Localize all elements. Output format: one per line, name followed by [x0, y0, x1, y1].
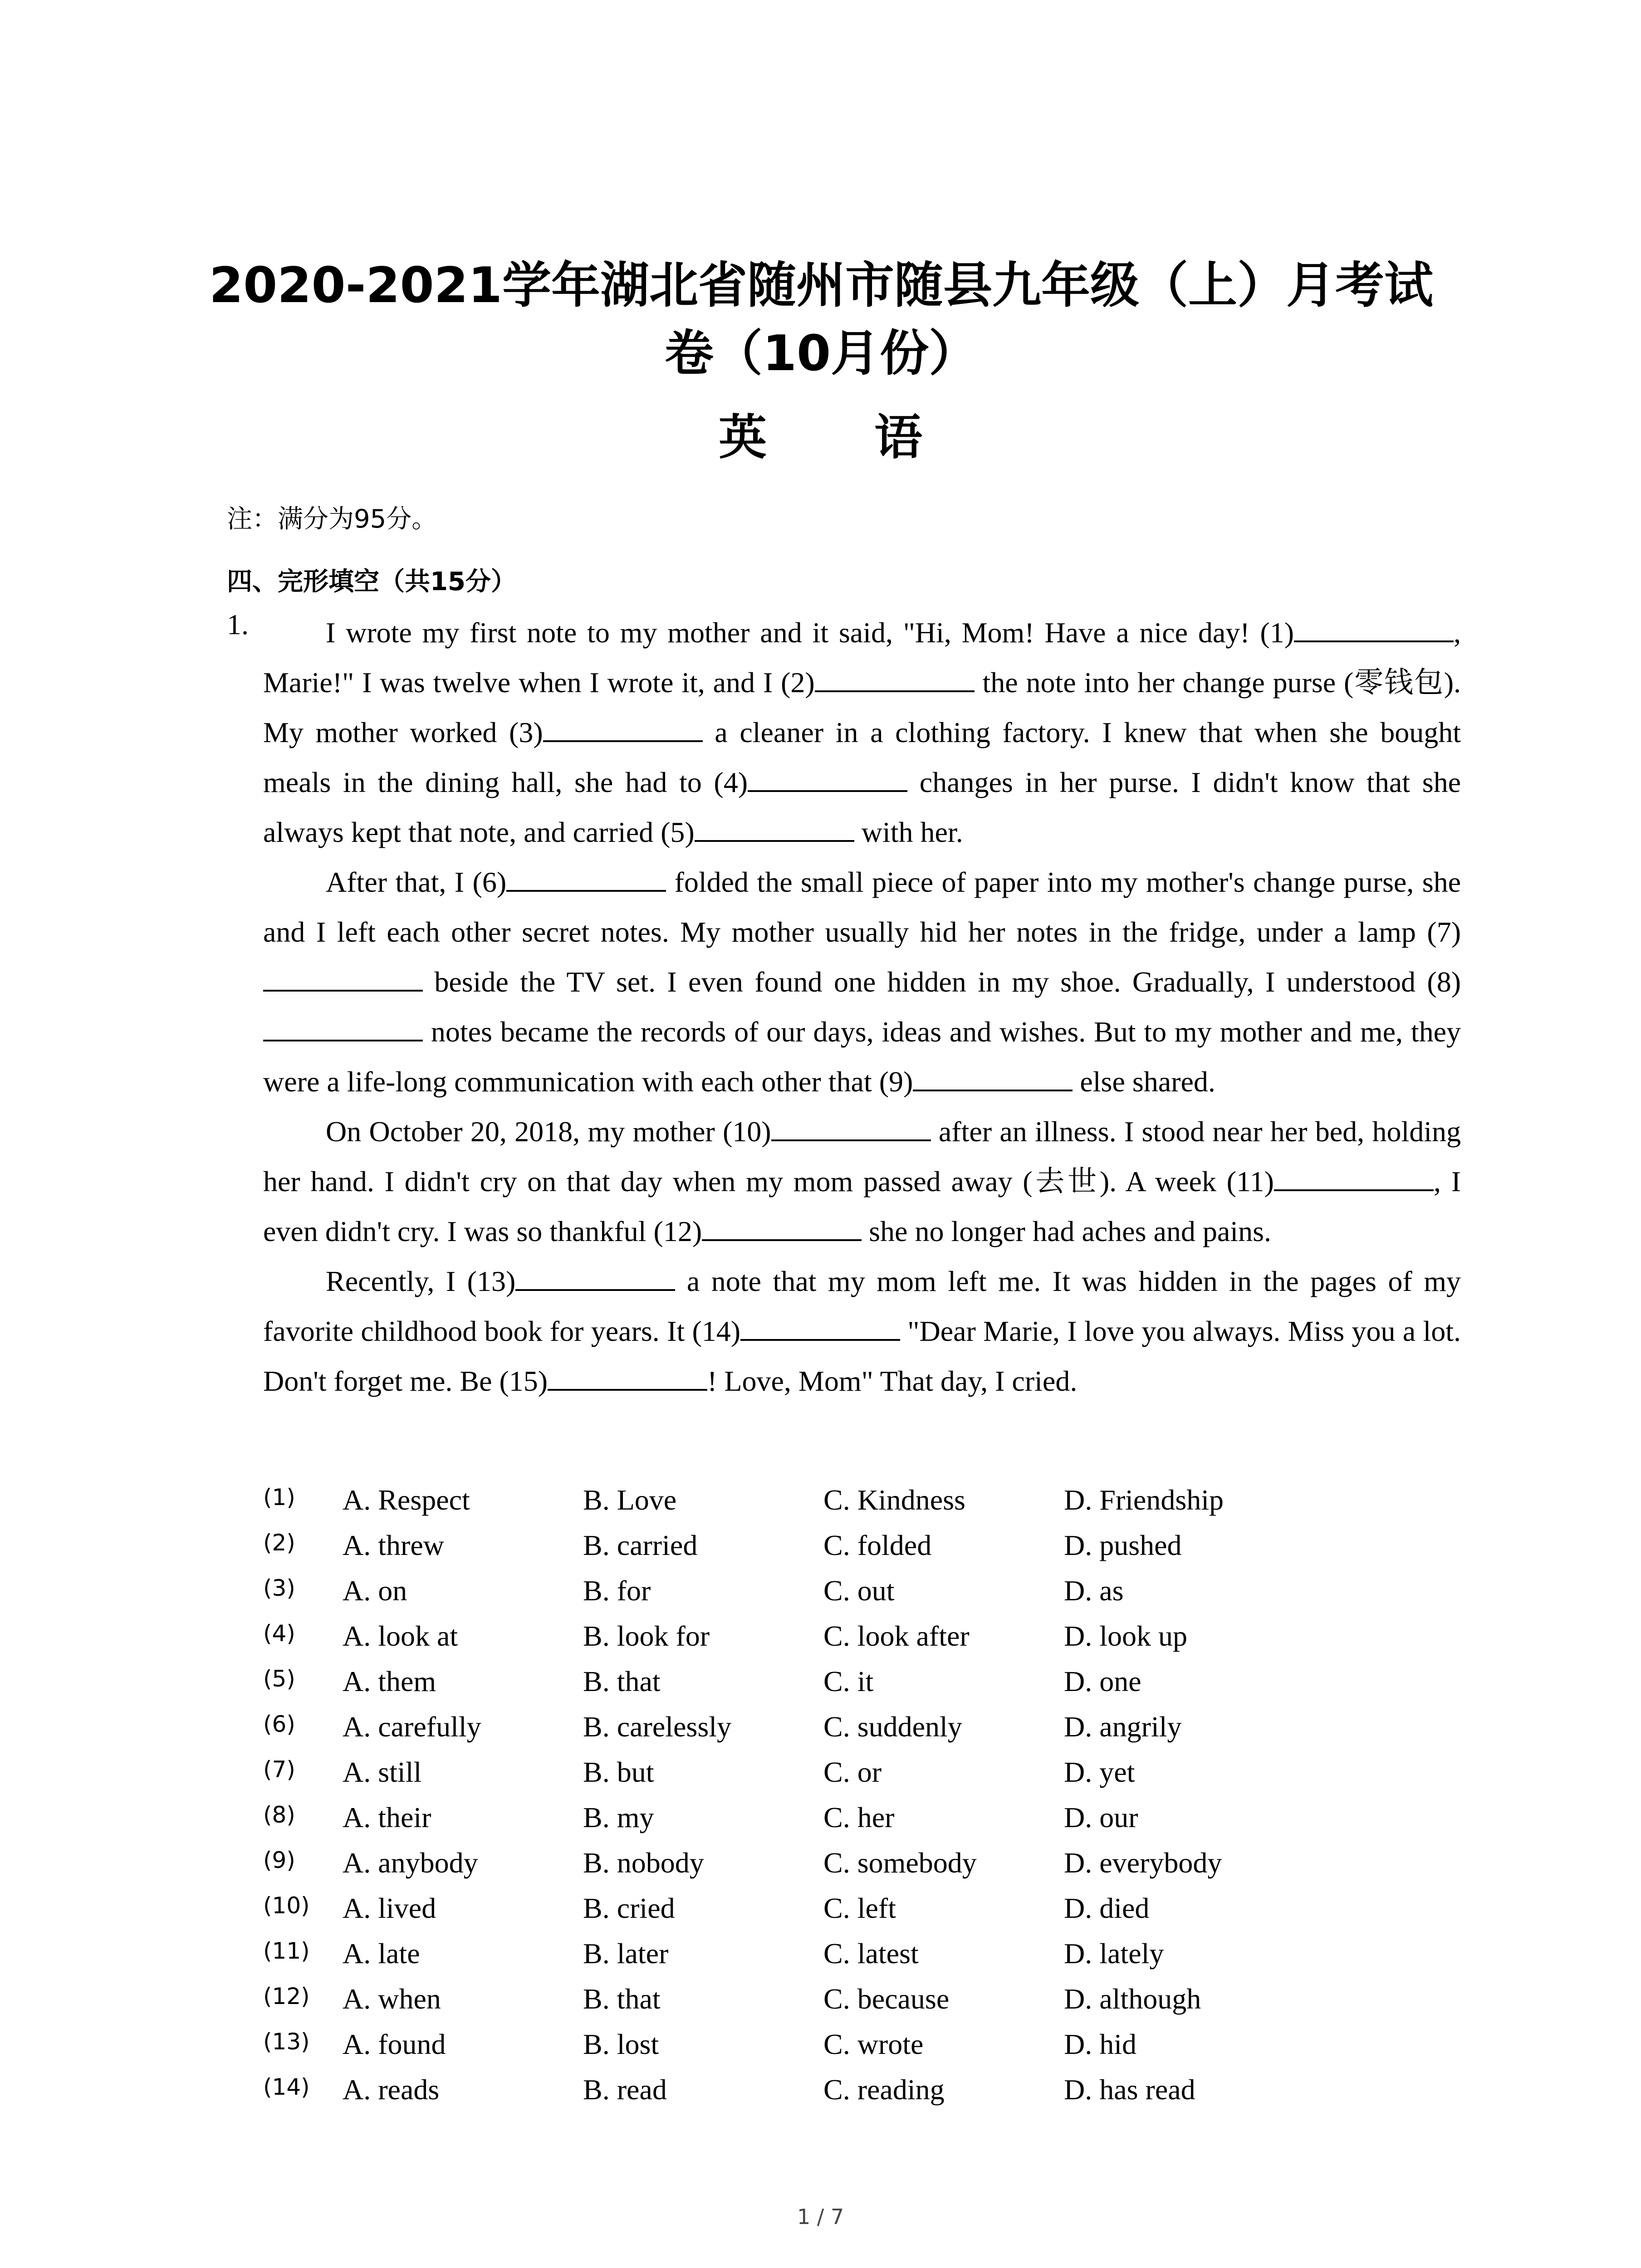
- option-b: B. for: [583, 1574, 651, 1607]
- blank-14: [740, 1314, 900, 1341]
- option-number: (11): [263, 1938, 310, 1964]
- option-a: A. lived: [343, 1892, 436, 1924]
- option-c: C. suddenly: [823, 1711, 962, 1743]
- option-number: (1): [263, 1484, 295, 1510]
- cloze-passage: [263, 608, 1461, 1406]
- score-note: 注：满分为95分。: [227, 504, 437, 534]
- option-number: (6): [263, 1711, 295, 1737]
- passage-text: changes in her purse. I didn't know that she always kept that note, and carried (5): [263, 766, 1461, 848]
- option-a: A. when: [343, 1983, 441, 2015]
- option-row: [263, 1755, 1461, 1801]
- passage-text: "Dear Marie, I love you always. Miss you a lot. Don't forget me. Be (15): [263, 1315, 1461, 1397]
- option-c: C. out: [823, 1574, 895, 1607]
- option-d: D. although: [1064, 1983, 1201, 2015]
- page-title: [191, 252, 1452, 388]
- option-d: D. look up: [1064, 1620, 1187, 1652]
- option-row: [263, 2028, 1461, 2073]
- option-a: A. carefully: [343, 1711, 481, 1743]
- option-b: B. but: [583, 1756, 654, 1788]
- passage-text: , Marie!" I was twelve when I wrote it, and I (2): [263, 616, 1461, 699]
- option-number: (8): [263, 1802, 295, 1828]
- option-b: B. carelessly: [583, 1711, 731, 1743]
- question-number: 1.: [227, 608, 249, 640]
- option-a: A. reads: [343, 2073, 440, 2106]
- option-c: C. wrote: [823, 2028, 924, 2060]
- option-row: [263, 1483, 1461, 1529]
- option-b: B. that: [583, 1665, 661, 1697]
- option-a: A. found: [343, 2028, 446, 2060]
- option-b: B. read: [583, 2073, 667, 2106]
- blank-7: [263, 964, 423, 992]
- blank-10: [771, 1114, 931, 1141]
- option-a: A. late: [343, 1937, 420, 1970]
- option-d: D. died: [1064, 1892, 1150, 1924]
- option-row: [263, 1529, 1461, 1574]
- option-row: [263, 1892, 1461, 1937]
- subject-heading: 英 语: [719, 410, 968, 465]
- option-a: A. Respect: [343, 1484, 470, 1516]
- option-number: (5): [263, 1666, 295, 1692]
- option-d: D. lately: [1064, 1937, 1164, 1970]
- blank-5: [695, 815, 854, 842]
- option-c: C. reading: [823, 2073, 945, 2106]
- option-row: [263, 1846, 1461, 1892]
- option-number: (4): [263, 1620, 295, 1647]
- option-a: A. them: [343, 1665, 436, 1697]
- option-c: C. because: [823, 1983, 950, 2015]
- option-number: (7): [263, 1756, 295, 1783]
- passage-text: after an illness. I stood near her bed, holding her hand. I didn't cry on that day when my mom passed away (去世). A week (11): [263, 1115, 1461, 1198]
- option-b: B. cried: [583, 1892, 675, 1924]
- passage-paragraph-4: [263, 1256, 1461, 1406]
- option-number: (14): [263, 2074, 310, 2100]
- option-c: C. somebody: [823, 1847, 977, 1879]
- option-number: (9): [263, 1847, 295, 1873]
- option-d: D. angrily: [1064, 1711, 1182, 1743]
- option-c: C. or: [823, 1756, 882, 1788]
- option-a: A. look at: [343, 1620, 458, 1652]
- option-number: (12): [263, 1983, 310, 2009]
- blank-6: [506, 865, 666, 892]
- option-a: A. on: [343, 1574, 407, 1607]
- option-d: D. everybody: [1064, 1847, 1222, 1879]
- option-c: C. latest: [823, 1937, 919, 1970]
- blank-2: [815, 665, 975, 692]
- option-row: [263, 2073, 1461, 2118]
- page-number: 1 / 7: [797, 2204, 844, 2229]
- passage-text: beside the TV set. I even found one hidden in my shoe. Gradually, I understood (8): [423, 966, 1461, 998]
- option-d: D. yet: [1064, 1756, 1135, 1788]
- option-d: D. hid: [1064, 2028, 1136, 2060]
- option-row: [263, 1710, 1461, 1755]
- blank-9: [913, 1064, 1073, 1091]
- option-b: B. nobody: [583, 1847, 704, 1879]
- section-heading: 四、完形填空（共15分）: [227, 567, 516, 596]
- option-c: C. Kindness: [823, 1484, 965, 1516]
- blank-8: [263, 1014, 423, 1041]
- passage-paragraph-3: [263, 1107, 1461, 1256]
- option-b: B. look for: [583, 1620, 710, 1652]
- option-a: A. anybody: [343, 1847, 478, 1879]
- blank-11: [1274, 1164, 1434, 1191]
- passage-text: with her.: [854, 816, 963, 848]
- option-d: D. Friendship: [1064, 1484, 1224, 1516]
- blank-3: [543, 715, 703, 742]
- option-b: B. that: [583, 1983, 661, 2015]
- option-number: (3): [263, 1575, 295, 1601]
- passage-paragraph-2: [263, 857, 1461, 1107]
- option-c: C. folded: [823, 1529, 932, 1561]
- blank-12: [702, 1214, 862, 1241]
- passage-text: a cleaner in a clothing factory. I knew that when she bought meals in the dining hall, she had to (4): [263, 716, 1461, 798]
- title-line-1: 2020-2021学年湖北省随州市随县九年级（上）月考试: [209, 257, 1433, 314]
- option-b: B. my: [583, 1801, 654, 1833]
- passage-text: else shared.: [1073, 1066, 1215, 1098]
- option-c: C. left: [823, 1892, 896, 1924]
- option-number: (10): [263, 1892, 310, 1919]
- blank-13: [515, 1264, 675, 1291]
- option-row: [263, 1619, 1461, 1665]
- option-b: B. Love: [583, 1484, 677, 1516]
- option-row: [263, 1801, 1461, 1846]
- option-number: (13): [263, 2028, 310, 2055]
- passage-text: Recently, I (13): [326, 1265, 516, 1297]
- blank-15: [548, 1364, 707, 1391]
- option-row: [263, 1665, 1461, 1710]
- option-a: A. threw: [343, 1529, 444, 1561]
- passage-text: the note into her change purse (零钱包). My mother worked (3): [263, 666, 1461, 748]
- passage-text: On October 20, 2018, my mother (10): [326, 1115, 771, 1148]
- passage-text: ! Love, Mom" That day, I cried.: [707, 1365, 1078, 1397]
- option-c: C. look after: [823, 1620, 970, 1652]
- option-d: D. has read: [1064, 2073, 1195, 2106]
- option-row: [263, 1937, 1461, 1982]
- option-a: A. their: [343, 1801, 431, 1833]
- option-b: B. later: [583, 1937, 669, 1970]
- passage-text: , I even didn't cry. I was so thankful (12): [263, 1165, 1461, 1247]
- passage-paragraph-1: [263, 608, 1461, 857]
- blank-4: [748, 765, 907, 792]
- passage-text: I wrote my first note to my mother and it said, "Hi, Mom! Have a nice day! (1): [326, 616, 1294, 649]
- answer-options: [263, 1483, 1461, 2118]
- passage-text: she no longer had aches and pains.: [862, 1215, 1271, 1247]
- option-d: D. as: [1064, 1574, 1124, 1607]
- passage-text: folded the small piece of paper into my mother's change purse, she and I left each other secret notes. My mother usually hid her notes in the fridge, under a lamp (7): [263, 866, 1461, 948]
- option-d: D. our: [1064, 1801, 1138, 1833]
- passage-text: notes became the records of our days, ideas and wishes. But to my mother and me, they were a life-long communication with each other that (9): [263, 1016, 1461, 1098]
- option-row: [263, 1982, 1461, 2028]
- option-d: D. one: [1064, 1665, 1141, 1697]
- option-b: B. carried: [583, 1529, 698, 1561]
- option-b: B. lost: [583, 2028, 659, 2060]
- passage-text: a note that my mom left me. It was hidden in the pages of my favorite childhood book for years. It (14): [263, 1265, 1461, 1347]
- title-line-2: 卷（10月份）: [664, 325, 978, 382]
- blank-1: [1294, 615, 1454, 642]
- option-c: C. her: [823, 1801, 895, 1833]
- option-row: [263, 1574, 1461, 1619]
- option-a: A. still: [343, 1756, 422, 1788]
- option-number: (2): [263, 1530, 295, 1556]
- option-d: D. pushed: [1064, 1529, 1182, 1561]
- option-c: C. it: [823, 1665, 874, 1697]
- passage-text: After that, I (6): [326, 866, 507, 898]
